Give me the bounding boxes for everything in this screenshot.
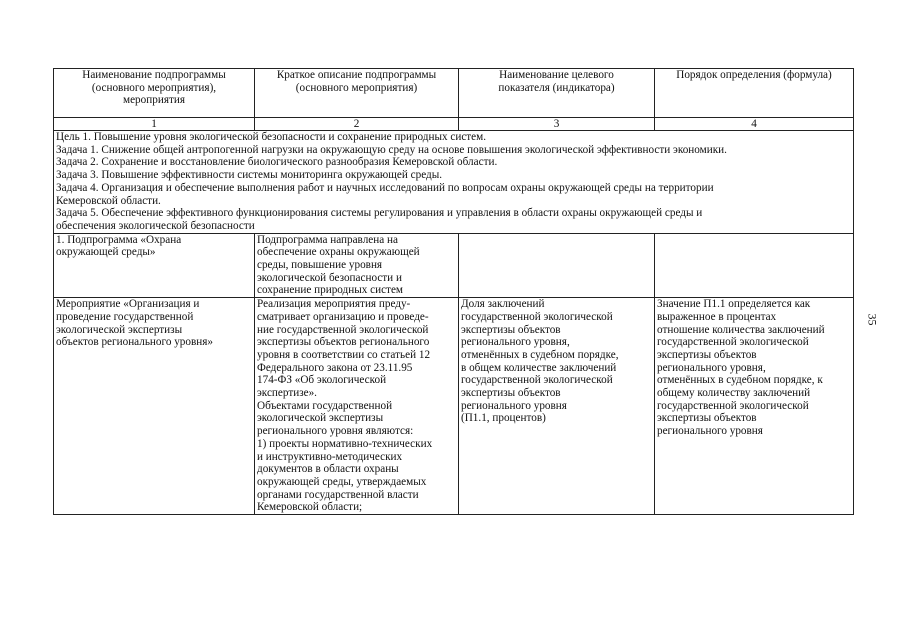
text-line: проведение государственной [56,310,194,323]
text-line: уровня в соответствии со статьей 12 [257,348,431,361]
measure-indicator-cell [459,298,655,515]
text-line: общему количеству заключений [657,387,811,400]
text-line: регионального уровня, [461,336,570,349]
text-line: (П1.1, процентов) [461,412,546,425]
header-line: Порядок определения (формула) [676,69,832,81]
subprogram-description-cell [255,233,459,298]
text-line: экспертизе». [257,387,317,400]
header-cell-3 [459,69,655,118]
header-line: (основного мероприятия) [295,81,418,94]
text-line: Мероприятие «Организация и [56,298,200,311]
page-number: 35 [865,313,880,326]
text-line: экологической безопасности и [257,271,402,284]
text-line: Федерального закона от 23.11.95 [257,361,413,374]
task-line: Задача 5. Обеспечение эффективного функционирования системы регулирования и управления в области охраны окружающей среды и [56,207,703,220]
text-line: регионального уровня [461,399,567,412]
text-line: выраженное в процентах [657,310,777,323]
measure-row [54,298,854,515]
task-line: Задача 1. Снижение общей антропогенной нагрузки на окружающую среду на основе повышения экологической эффективности экономики. [56,143,727,156]
text-line: Объектами государственной [257,399,393,412]
text-line: отношение количества заключений [657,323,825,336]
text-line: Подпрограмма направлена на [257,233,398,246]
text-line: окружающей среды» [56,246,156,259]
column-number: 2 [255,118,459,131]
text-line: 174-ФЗ «Об экологической [257,374,387,387]
task-line: Задача 4. Организация и обеспечение выполнения работ и научных исследований по вопросам охраны окружающей среды на территории [56,181,714,194]
text-line: экспертизы объектов [461,387,561,400]
text-line: экологической экспертизы [56,323,183,336]
header-cell-1 [54,69,255,118]
text-line: обеспечение охраны окружающей [257,246,420,259]
header-row [54,69,854,118]
text-line: окружающей среды, утверждаемых [257,475,427,488]
measure-name-cell [54,298,255,515]
text-line: сматривает организацию и проведе- [257,310,429,323]
text-line: экспертизы объектов [657,412,757,425]
text-line: документов в области охраны [257,463,399,476]
text-line: регионального уровня [657,425,763,438]
text-line: государственной экологической [657,399,809,412]
header-line: показателя (индикатора) [498,81,615,94]
task-line: Задача 2. Сохранение и восстановление биологического разнообразия Кемеровской области. [56,156,498,169]
header-line: Наименование целевого [499,69,614,81]
text-line: Реализация мероприятия преду- [257,298,411,311]
text-line: среды, повышение уровня [257,259,383,272]
header-cell-2 [255,69,459,118]
text-line: отменённых в судебном порядке, [461,348,619,361]
header-line: Наименование подпрограммы [82,69,226,81]
header-line: мероприятия [123,94,185,107]
text-line: отменённых в судебном порядке, к [657,374,823,387]
task-line: Кемеровской области. [56,194,161,207]
column-number: 4 [655,118,854,131]
header-cell-4 [655,69,854,118]
subprogram-row [54,233,854,298]
text-line: 1) проекты нормативно-технических [257,437,433,450]
text-line: регионального уровня, [657,361,766,374]
column-number: 1 [54,118,255,131]
goals-row [54,131,854,234]
text-line: и инструктивно-методических [257,450,403,463]
text-line: экспертизы объектов [461,323,561,336]
measure-description-cell [255,298,459,515]
text-line: Значение П1.1 определяется как [657,298,811,311]
header-line: Краткое описание подпрограммы [276,69,437,81]
column-number-row [54,118,854,131]
text-line: государственной экологической [461,374,613,387]
program-table [53,68,854,515]
text-line: объектов регионального уровня» [56,336,213,349]
text-line: сохранение природных систем [257,284,403,297]
subprogram-indicator-cell [459,233,655,298]
text-line: экспертизы объектов регионального [257,336,430,349]
goals-cell [54,131,854,234]
text-line: 1. Подпрограмма «Охрана [56,233,182,246]
subprogram-formula-cell [655,233,854,298]
text-line: государственной экологической [657,336,809,349]
goal-line: Цель 1. Повышение уровня экологической безопасности и сохранение природных систем. [56,131,487,143]
text-line: ние государственной экологической [257,323,429,336]
text-line: регионального уровня являются: [257,425,414,438]
text-line: органами государственной власти [257,488,419,501]
task-line: обеспечения экологической безопасности [56,219,255,232]
text-line: Кемеровской области; [257,501,363,514]
text-line: Доля заключений [461,298,545,311]
header-line: (основного мероприятия), [91,81,217,94]
subprogram-name-cell [54,233,255,298]
text-line: экологической экспертизы [257,412,384,425]
task-line: Задача 3. Повышение эффективности системы мониторинга окружающей среды. [56,169,443,182]
measure-formula-cell [655,298,854,515]
column-number: 3 [459,118,655,131]
text-line: экспертизы объектов [657,348,757,361]
text-line: государственной экологической [461,310,613,323]
text-line: в общем количестве заключений [461,361,617,374]
